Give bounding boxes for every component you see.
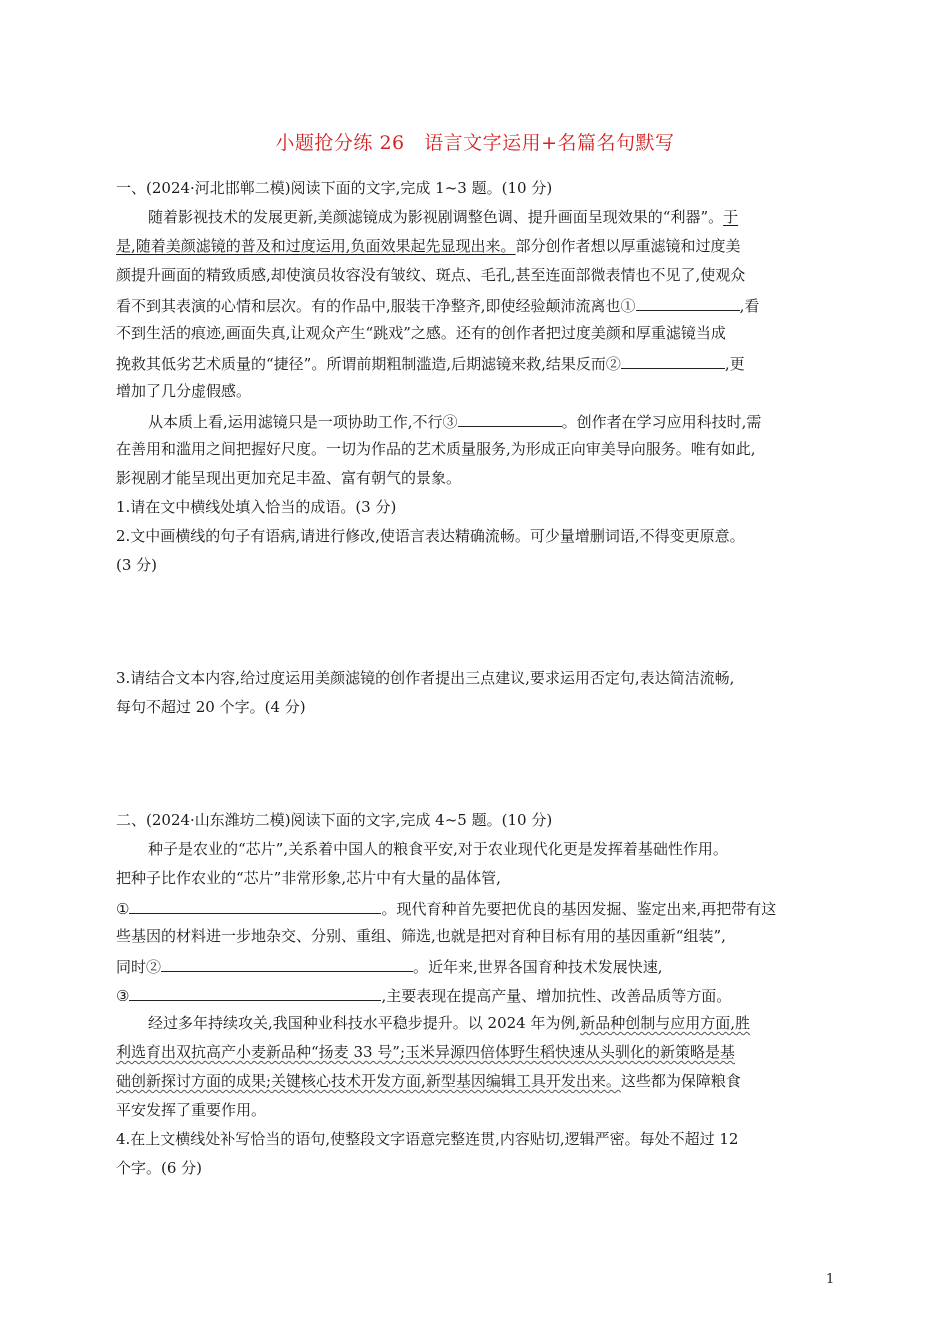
s1-p2-line2: 在善用和滥用之间把握好尺度。一切为作品的艺术质量服务,为形成正向审美导向服务。唯有如此,	[116, 440, 756, 458]
blank-4-number: ①	[116, 900, 130, 918]
s2-p1-line6: ③ ,主要表现在提高产量、增加抗性、改善品质等方面。	[116, 984, 731, 1006]
blank-5-number: ②	[146, 958, 162, 976]
s2-p2-line3: 础创新探讨方面的成果;关键核心技术开发方面,新型基因编辑工具开发出来。这些都为保障粮食	[116, 1072, 741, 1090]
question-2-score: (3 分)	[116, 556, 158, 574]
question-4-cont: 个字。(6 分)	[116, 1159, 203, 1177]
s2-p1-line2: 把种子比作农业的“芯片”非常形象,芯片中有大量的晶体管,	[116, 869, 501, 887]
question-3-cont: 每句不超过 20 个字。(4 分)	[116, 698, 306, 716]
s1-p1-line4: 看不到其表演的心情和层次。有的作品中,服装干净整齐,即使经验颠沛流离也① ,看	[116, 294, 759, 316]
section2-header: 二、(2024·山东潍坊二模)阅读下面的文字,完成 4~5 题。(10 分)	[116, 811, 553, 829]
answer-blank-5	[161, 955, 413, 972]
underlined-sentence: 于	[723, 208, 739, 226]
wavy-underlined-text: 础创新探讨方面的成果;关键核心技术开发方面,新型基因编辑工具开发出来。	[116, 1072, 621, 1090]
s2-p1-line1: 种子是农业的“芯片”,关系着中国人的粮食平安,对于农业现代化更是发挥着基础性作用。	[148, 840, 728, 858]
s2-p1-line4: 些基因的材料进一步地杂交、分别、重组、筛选,也就是把对育种目标有用的基因重新“组装”,	[116, 927, 726, 945]
answer-blank-1	[636, 294, 740, 311]
answer-blank-2	[621, 352, 725, 369]
blank-3-number: ③	[442, 413, 458, 431]
s1-p1-line2: 是,随着美颜滤镜的普及和过度运用,负面效果起先显现出来。部分创作者想以厚重滤镜和过度美	[116, 237, 741, 255]
s1-p1-line7: 增加了几分虚假感。	[116, 382, 252, 400]
underlined-sentence: 是,随着美颜滤镜的普及和过度运用,负面效果起先显现出来。	[116, 237, 516, 255]
question-3: 3.请结合文本内容,给过度运用美颜滤镜的创作者提出三点建议,要求运用否定句,表达简洁流畅,	[116, 669, 735, 687]
answer-blank-6	[129, 984, 381, 1001]
s2-p2-line4: 平安发挥了重要作用。	[116, 1101, 267, 1119]
blank-1-number: ①	[620, 297, 636, 315]
page-title: 小题抢分练 26 语言文字运用+名篇名句默写	[275, 132, 675, 154]
answer-blank-3	[458, 410, 562, 427]
question-2: 2.文中画横线的句子有语病,请进行修改,使语言表达精确流畅。可少量增删词语,不得变更原意。	[116, 527, 745, 545]
s1-p2-line3: 影视剧才能呈现出更加充足丰盈、富有朝气的景象。	[116, 469, 462, 487]
blank-2-number: ②	[605, 355, 621, 373]
blank-6-number: ③	[116, 987, 130, 1005]
s1-p1-line5: 不到生活的痕迹,画面失真,让观众产生“跳戏”之感。还有的创作者把过度美颜和厚重滤镜当成	[116, 324, 726, 342]
s1-p2-line1: 从本质上看,运用滤镜只是一项协助工作,不行③ 。创作者在学习应用科技时,需	[148, 410, 761, 432]
s1-p1-line1: 随着影视技术的发展更新,美颜滤镜成为影视剧调整色调、提升画面呈现效果的“利器”。于	[148, 208, 739, 226]
question-4: 4.在上文横线处补写恰当的语句,使整段文字语意完整连贯,内容贴切,逻辑严密。每处不超过 12	[116, 1130, 739, 1148]
page-number: 1	[826, 1272, 835, 1287]
answer-blank-4	[129, 897, 381, 914]
s2-p2-line2	[116, 1042, 735, 1062]
question-1: 1.请在文中横线处填入恰当的成语。(3 分)	[116, 498, 397, 516]
s2-p2-line1: 经过多年持续攻关,我国种业科技水平稳步提升。以 2024 年为例,新品种创制与应用方面,胜	[148, 1014, 751, 1032]
wavy-underlined-text: 新品种创制与应用方面,胜	[580, 1014, 751, 1032]
s2-p1-line5: 同时② 。近年来,世界各国育种技术发展快速,	[116, 955, 663, 977]
s2-p1-line3: ① 。现代育种首先要把优良的基因发掘、鉴定出来,再把带有这	[116, 897, 776, 919]
section1-header: 一、(2024·河北邯郸二模)阅读下面的文字,完成 1~3 题。(10 分)	[116, 179, 553, 197]
s1-p1-line6: 挽救其低劣艺术质量的“捷径”。所谓前期粗制滥造,后期滤镜来救,结果反而② ,更	[116, 352, 745, 374]
s1-p1-line3: 颜提升画面的精致质感,却使演员妆容没有皱纹、斑点、毛孔,甚至连面部微表情也不见了,使观众	[116, 266, 746, 284]
wavy-underlined-text: 利选育出双抗高产小麦新品种“扬麦 33 号”;玉米异源四倍体野生稻快速从头驯化的新策略是基	[116, 1043, 736, 1061]
